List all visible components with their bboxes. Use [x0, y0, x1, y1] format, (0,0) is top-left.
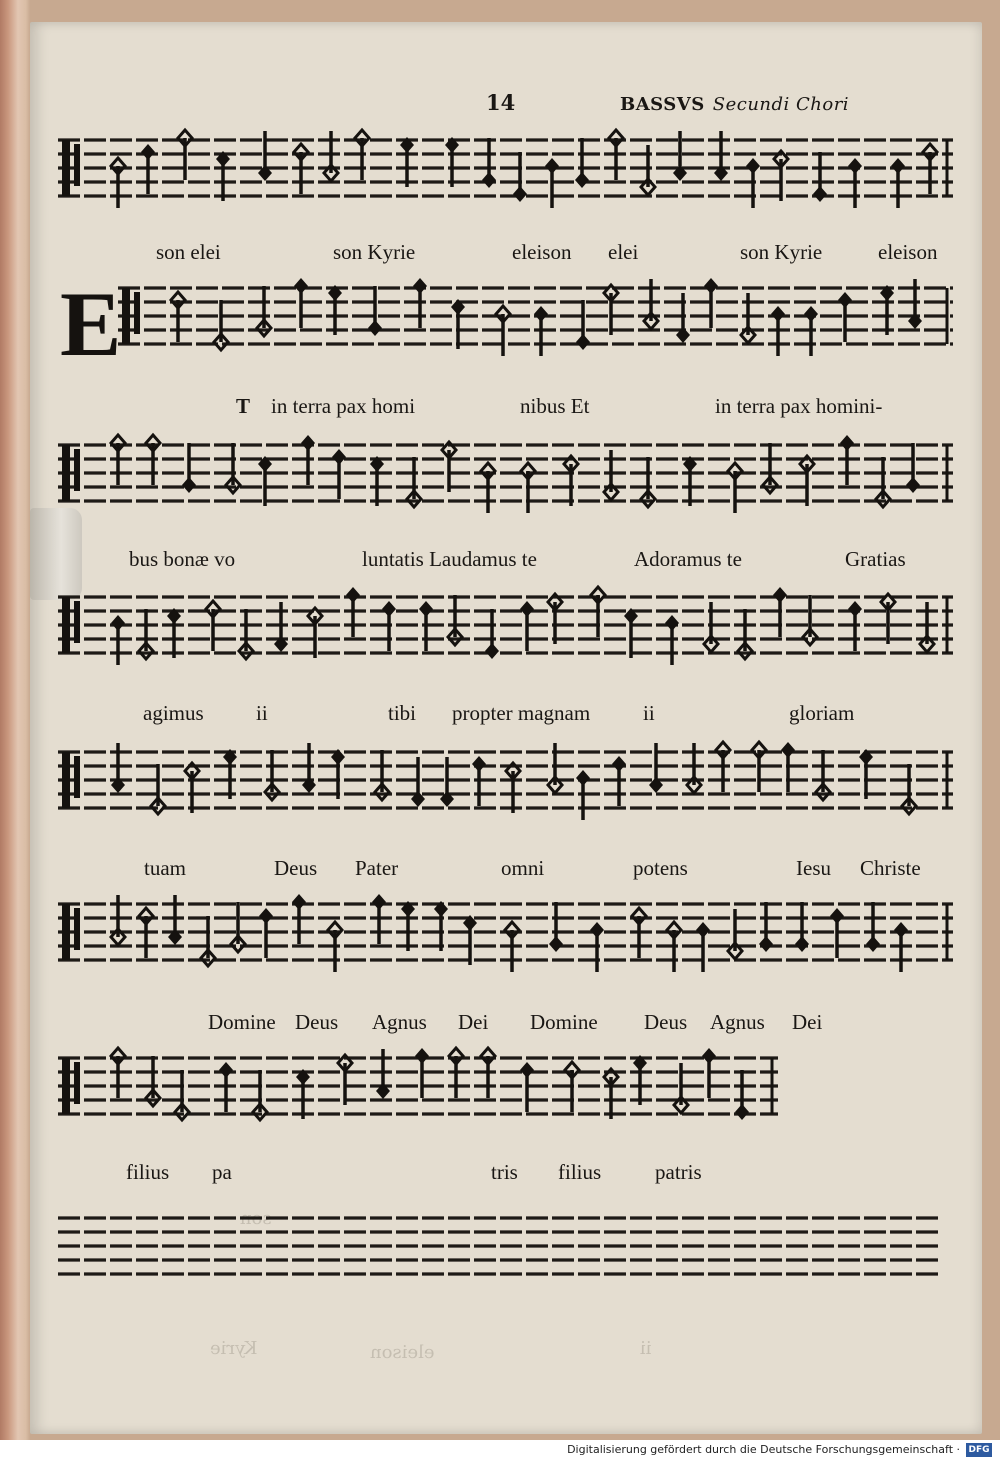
- note: [506, 763, 520, 813]
- page: [30, 22, 982, 1434]
- lyric: luntatis Laudamus te: [362, 547, 537, 571]
- note: [167, 608, 181, 658]
- bleed-through-text: eleison: [370, 1342, 435, 1363]
- running-head-voice: BASSVS: [620, 94, 705, 115]
- clef: [122, 288, 130, 344]
- music-system-5: [58, 734, 953, 880]
- clef: [74, 1062, 80, 1104]
- note: [328, 285, 342, 335]
- lyric: Iesu: [796, 856, 831, 880]
- note: [859, 749, 873, 799]
- clef: [74, 449, 80, 491]
- music-system-2: [58, 270, 953, 418]
- lyric: pa: [212, 1160, 232, 1184]
- note: [549, 902, 563, 952]
- lyrics-line: [58, 856, 953, 886]
- lyric: Pater: [355, 856, 399, 880]
- lyric: ii: [256, 701, 268, 725]
- bleed-through-text: ii: [640, 1338, 652, 1359]
- note: [813, 152, 827, 202]
- note: [803, 595, 817, 645]
- lyric: T: [236, 394, 251, 418]
- lyrics-line: [58, 394, 953, 424]
- lyric: nibus Et: [520, 394, 590, 418]
- clef: [134, 292, 140, 334]
- note: [451, 299, 465, 349]
- lyric: Domine: [530, 1010, 598, 1034]
- note: [575, 138, 589, 188]
- note: [548, 594, 562, 644]
- staff: [58, 427, 953, 537]
- note: [401, 901, 415, 951]
- staff: [58, 1200, 953, 1310]
- staff: [58, 886, 953, 996]
- note: [880, 285, 894, 335]
- note: [576, 300, 590, 350]
- lyric: potens: [633, 856, 688, 880]
- note: [223, 749, 237, 799]
- note: [774, 151, 788, 201]
- lyric: son elei: [156, 240, 221, 264]
- clef: [62, 140, 70, 196]
- music-system-3: [58, 427, 953, 571]
- staff: [58, 734, 953, 844]
- lyric: in terra pax homi: [271, 394, 416, 418]
- note: [338, 1055, 352, 1105]
- note: [485, 609, 499, 659]
- note: [866, 902, 880, 952]
- clef: [62, 597, 70, 653]
- note: [442, 442, 456, 492]
- lyric: Dei: [792, 1010, 823, 1034]
- note: [633, 1055, 647, 1105]
- lyric: Agnus: [372, 1010, 427, 1034]
- note: [370, 456, 384, 506]
- note: [735, 1070, 749, 1120]
- lyrics-line: [58, 240, 953, 270]
- bleed-through-text: son: [240, 1208, 272, 1229]
- clef: [74, 144, 80, 186]
- note: [182, 443, 196, 493]
- lyric: Adoramus te: [634, 547, 742, 571]
- lyric: Domine: [208, 1010, 276, 1034]
- lyric: bus bonæ vo: [129, 547, 236, 571]
- note: [463, 915, 477, 965]
- bleed-through-text: Kyrie: [210, 1338, 258, 1359]
- lyric: elei: [608, 240, 639, 264]
- note: [513, 152, 527, 202]
- note: [795, 902, 809, 952]
- lyric: tuam: [144, 856, 186, 880]
- note: [906, 443, 920, 493]
- lyric: son Kyrie: [333, 240, 416, 264]
- lyric: eleison: [878, 240, 938, 264]
- note: [258, 456, 272, 506]
- lyric: son Kyrie: [740, 240, 823, 264]
- note: [185, 763, 199, 813]
- music-system-1: [58, 122, 953, 264]
- lyric: Agnus: [710, 1010, 765, 1034]
- clef: [62, 752, 70, 808]
- note: [308, 608, 322, 658]
- staff: [58, 1040, 953, 1150]
- staff: [58, 122, 953, 232]
- staff: [58, 579, 953, 689]
- clef: [62, 445, 70, 501]
- lyric: eleison: [512, 240, 572, 264]
- note: [759, 902, 773, 952]
- note: [400, 137, 414, 187]
- note: [800, 456, 814, 506]
- note: [231, 902, 245, 952]
- lyric: tris: [491, 1160, 518, 1184]
- lyrics-line: [58, 1010, 953, 1040]
- note: [881, 594, 895, 644]
- note: [445, 137, 459, 187]
- lyric: agimus: [143, 701, 204, 725]
- lyrics-line: [58, 547, 953, 577]
- clef: [74, 908, 80, 950]
- lyrics-line: [58, 701, 953, 731]
- music-system-4: [58, 579, 953, 725]
- note: [624, 608, 638, 658]
- clef: [74, 756, 80, 798]
- note: [564, 456, 578, 506]
- lyric: propter magnam: [452, 701, 591, 725]
- lyric: Christe: [860, 856, 921, 880]
- lyric: filius: [558, 1160, 602, 1184]
- footer-bar: [0, 1440, 1000, 1462]
- clef: [62, 1058, 70, 1114]
- funding-notice: Digitalisierung gefördert durch die Deutsche Forschungsgemeinschaft ·: [567, 1443, 960, 1456]
- note: [434, 901, 448, 951]
- note: [604, 1069, 618, 1119]
- lyric: Deus: [274, 856, 318, 880]
- running-head: [620, 94, 849, 115]
- lyric: filius: [126, 1160, 170, 1184]
- lyric: patris: [655, 1160, 702, 1184]
- note: [482, 138, 496, 188]
- clef: [62, 904, 70, 960]
- lyric: Deus: [644, 1010, 688, 1034]
- page-number: 14: [486, 90, 516, 115]
- clef: [74, 601, 80, 643]
- note: [683, 456, 697, 506]
- lyric: gloriam: [789, 701, 855, 725]
- note: [604, 285, 618, 335]
- note: [296, 1069, 310, 1119]
- lyric: ii: [643, 701, 655, 725]
- note: [331, 749, 345, 799]
- note: [214, 300, 228, 350]
- lyric: Deus: [295, 1010, 339, 1034]
- running-head-choir: Secundi Chori: [712, 94, 850, 115]
- lyric: Dei: [458, 1010, 489, 1034]
- staff: [58, 270, 953, 380]
- decorated-initial: E: [60, 273, 122, 375]
- music-system-8-empty: [58, 1200, 953, 1310]
- lyric: Gratias: [845, 547, 906, 571]
- lyric: tibi: [388, 701, 417, 725]
- music-system-6: [58, 886, 953, 1034]
- lyric: omni: [501, 856, 545, 880]
- lyric: in terra pax homini-: [715, 394, 883, 418]
- note: [368, 286, 382, 336]
- note: [216, 151, 230, 201]
- dfg-logo: DFG: [966, 1443, 992, 1457]
- page-header: [30, 90, 982, 120]
- music-system-7: [58, 1040, 953, 1184]
- lyrics-line: [58, 1160, 953, 1190]
